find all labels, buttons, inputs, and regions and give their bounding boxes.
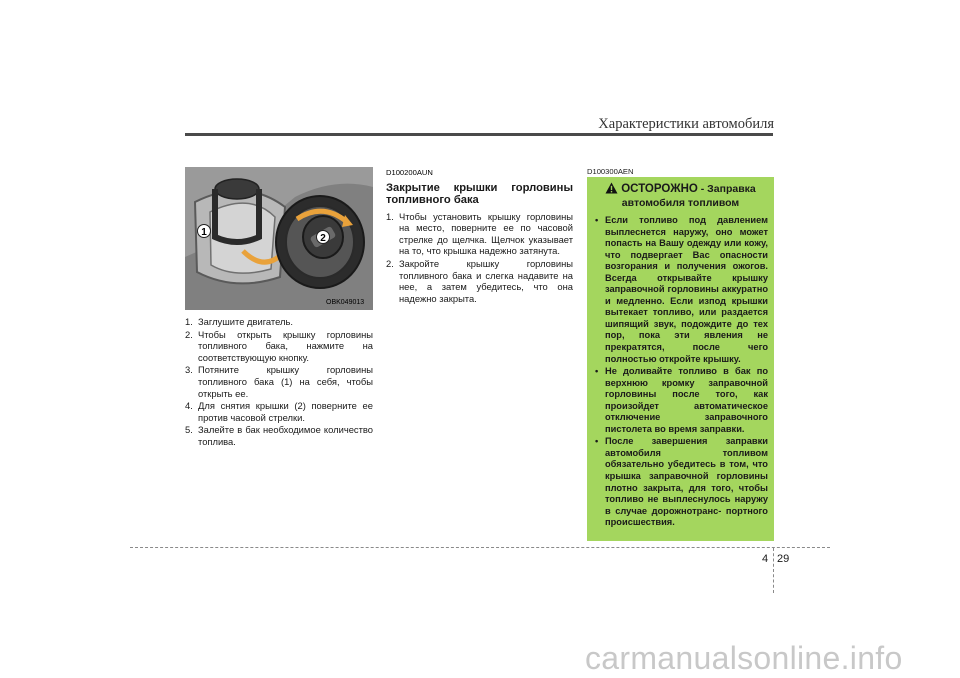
warning-subtitle: - Заправка автомобиля топливом [621,183,756,209]
page-header-title: Характеристики автомобиля [598,116,774,132]
step-text: Закройте крышку горловины топливного бака и слегка надавите на нее, а затем убедитесь, что она надежно закрыта. [399,257,573,304]
section-code: D100200AUN [386,168,433,177]
step-text: Чтобы установить крышку горловины на место, поверните ее по часовой стрелке до щелчка. Щелчок указывает на то, что крышка надежно затянута. [399,210,573,257]
step-text: Залейте в бак необходимое количество топлива. [198,424,373,447]
step-text: Заглушите двигатель. [198,316,293,327]
warning-title: ОСТОРОЖНО [621,183,698,195]
step-number: 2. [185,328,193,340]
list-item [185,400,373,423]
watermark: carmanualsonline.info [585,640,903,676]
column-closing-steps [386,167,573,305]
warning-triangle-icon [605,182,618,197]
closing-steps-list [386,211,573,305]
section-title: Закрытие крышки горловины топливного бака [386,181,573,207]
column-opening-steps [185,316,373,449]
callout-2: 2 [320,233,326,244]
page-number: 29 [777,553,790,565]
fuel-cap-photo [185,167,373,310]
step-number: 5. [185,424,193,436]
bullet: • [595,436,599,447]
list-item [185,364,373,399]
list-item [386,211,573,257]
step-text: Чтобы открыть крышку горловины топливного бака, нажмите на соответствующую кнопку. [198,328,373,363]
list-item [185,316,373,328]
callout-1: 1 [201,227,207,238]
warning-code: D100300AEN [587,167,634,176]
warning-list [587,215,774,529]
list-item [185,329,373,364]
bullet: • [595,366,599,377]
figure-code: OBK049013 [326,299,365,306]
warning-box [587,177,774,541]
bullet: • [595,215,599,225]
header-rule [185,133,773,136]
step-text: Потяните крышку горловины топливного бака (1) на себя, чтобы открыть ее. [198,364,373,399]
step-number: 1. [386,210,394,222]
footer-rule [130,547,830,548]
list-item [185,424,373,447]
fuel-cap-illustration [185,167,373,310]
warning-text: После завершения заправки автомобиля топливом обязательно убедитесь в том, что крышка заправочной горловины плотно закрыта, для того, чтобы топливо не выплеснулось наружу в случае дорожнотранс- портного происшествия. [605,436,768,528]
list-item [595,366,768,435]
list-item [595,436,768,528]
step-text: Для снятия крышки (2) поверните ее против часовой стрелки. [198,400,373,423]
chapter-number: 4 [762,553,769,565]
warning-text: Если топливо под давлением выплеснется наружу, оно может попасть на Вашу одежду или кожу, что подвергает Вас опасности возгорания и получения ожогов. Всегда открывайте крышку заправочной горловины аккуратно и медленно. Если изпод крышки вытекает топливо, или раздается шипящий звук, подождите до тех пор, пока эти явления не прекратятся, после чего полностью откройте крышку. [605,215,768,364]
list-item [386,258,573,304]
warning-text: Не доливайте топливо в бак по верхнюю кромку заправочной горловины после того, как произойдет автоматическое отключение заправочного пистолета во время заправки. [605,366,768,434]
step-number: 2. [386,257,394,269]
step-number: 4. [185,400,193,412]
footer-divider [773,548,774,593]
list-item [595,215,768,365]
warning-heading [587,177,774,211]
step-number: 1. [185,316,193,327]
step-number: 3. [185,364,193,376]
opening-steps-list [185,316,373,448]
